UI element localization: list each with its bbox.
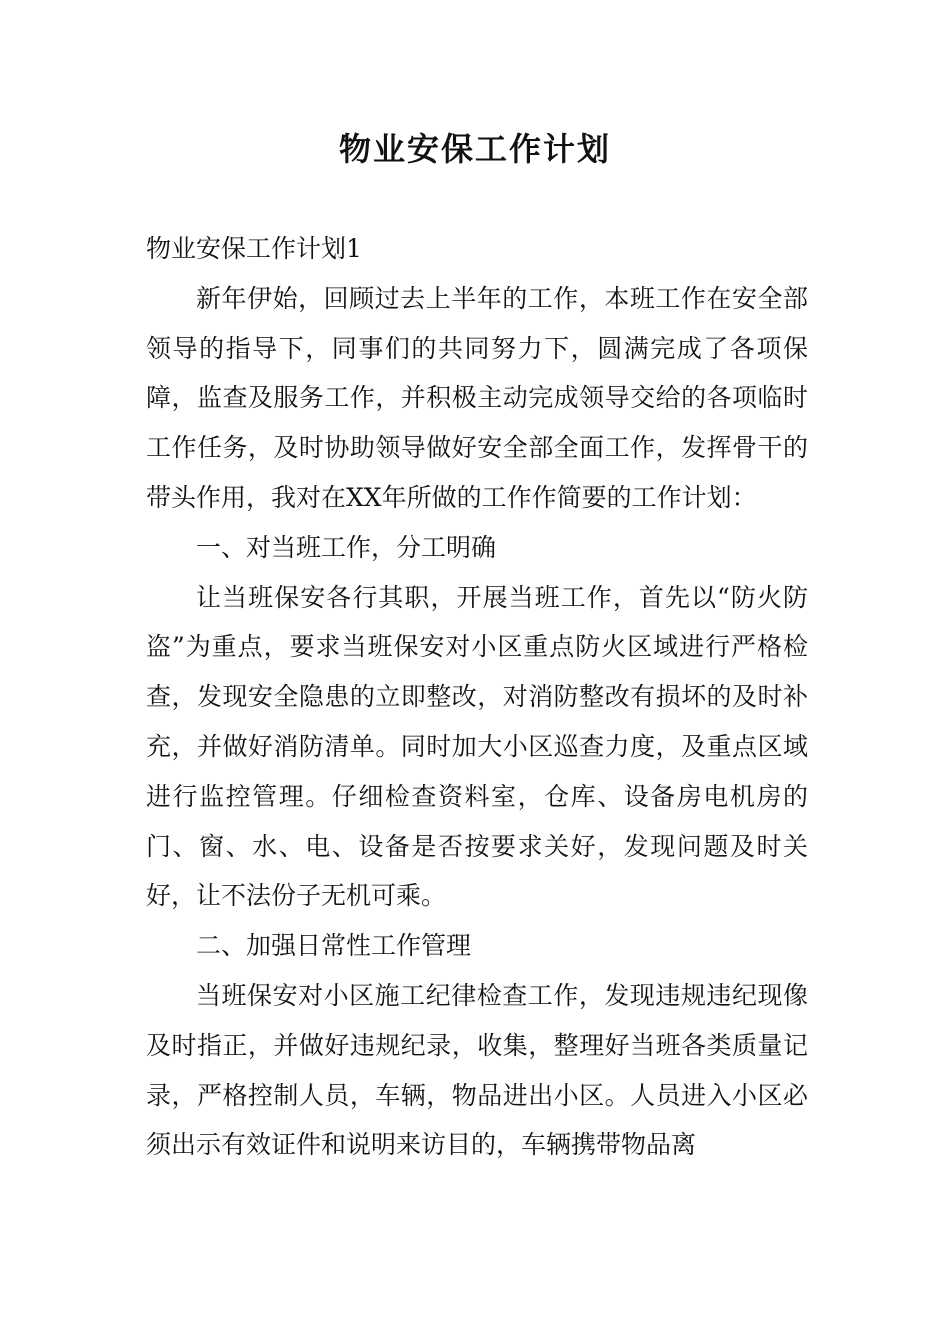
document-subtitle: 物业安保工作计划1 xyxy=(146,234,362,263)
document-title: 物业安保工作计划 xyxy=(338,130,611,168)
paragraph-intro: 新年伊始，回顾过去上半年的工作，本班工作在安全部领导的指导下，同事们的共同努力下，圆满完成了各项保障，监查及服务工作，并积极主动完成领导交给的各项临时工作任务，及时协助领导做好安全部全面工作，发挥骨干的带头作用，我对在XX年所做的工作作简要的工作计划： xyxy=(146,283,808,512)
paragraph-section-2: 当班保安对小区施工纪律检查工作，发现违规违纪现像及时指正，并做好违规纪录，收集，整理好当班各类质量记录，严格控制人员，车辆，物品进出小区。人员进入小区必须出示有效证件和说明来访目的，车辆携带物品离 xyxy=(146,980,808,1160)
section-heading-2: 二、加强日常性工作管理 xyxy=(196,931,472,961)
paragraph-section-1: 让当班保安各行其职，开展当班工作，首先以“防火防盗”为重点，要求当班保安对小区重点防火区域进行严格检查，发现安全隐患的立即整改，对消防整改有损坏的及时补充，并做好消防清单。同时加大小区巡查力度，及重点区域进行监控管理。仔细检查资料室，仓库、设备房电机房的门、窗、水、电、设备是否按要求关好，发现问题及时关好，让不法份子无机可乘。 xyxy=(146,582,808,911)
document-body xyxy=(146,224,808,1170)
section-heading-1: 一、对当班工作，分工明确 xyxy=(196,532,497,562)
